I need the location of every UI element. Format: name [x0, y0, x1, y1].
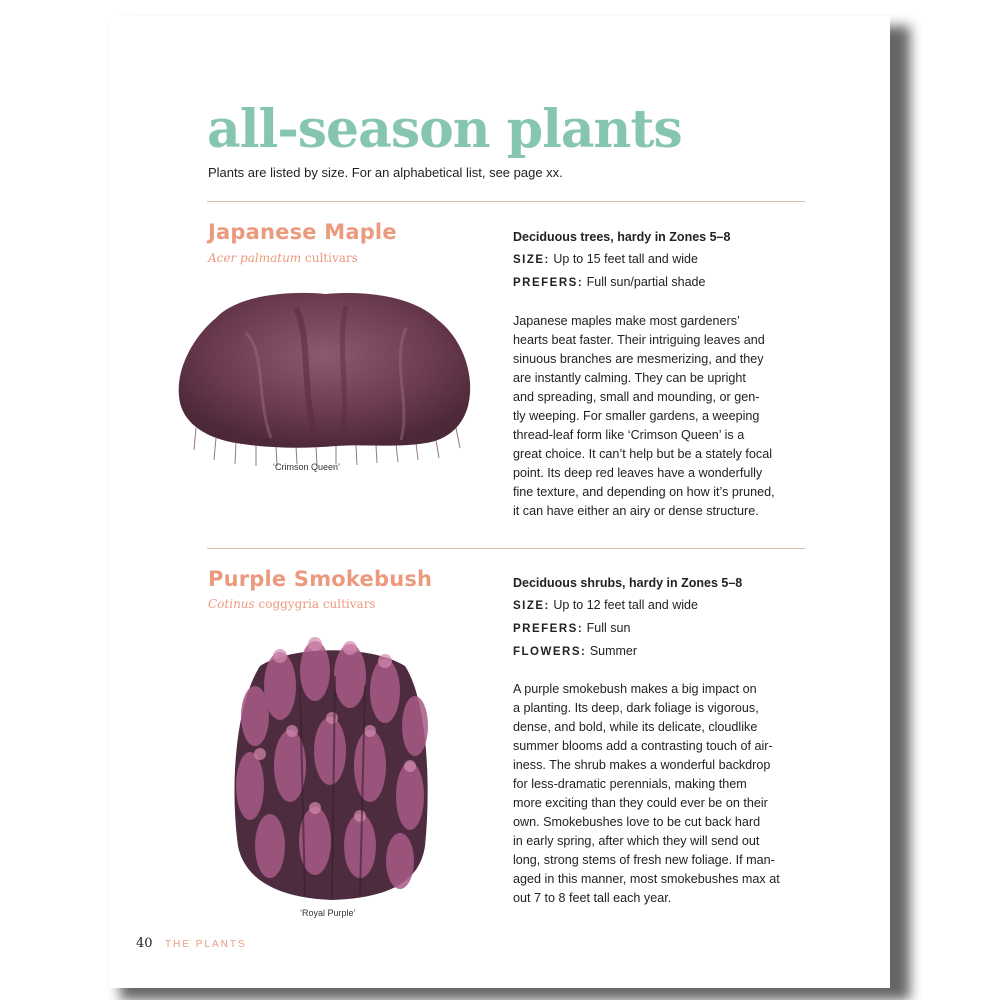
caption-crimson-queen: ‘Crimson Queen’ — [273, 462, 341, 472]
fact-key: SIZE: — [513, 254, 550, 266]
fact-prefers — [513, 617, 803, 640]
fact-value: Up to 15 feet tall and wide — [553, 252, 698, 266]
plant-category: Deciduous shrubs, hardy in Zones 5–8 — [513, 576, 743, 590]
latin-genus: Cotinus — [208, 597, 255, 611]
latin-genus: Acer palmatum — [208, 251, 302, 265]
caption-royal-purple: ‘Royal Purple’ — [300, 908, 356, 918]
body-line: hearts beat faster. Their intriguing leaves and — [513, 333, 765, 347]
body-line: fine texture, and depending on how it’s pruned, — [513, 485, 775, 499]
page-subtitle: Plants are listed by size. For an alphabetical list, see page xx. — [208, 165, 563, 180]
body-line: point. Its deep red leaves have a wonderfully — [513, 466, 763, 480]
body-line: for less-dramatic perennials, making them — [513, 777, 747, 791]
body-line: iness. The shrub makes a wonderful backdrop — [513, 758, 771, 772]
body-line: a planting. Its deep, dark foliage is vigorous, — [513, 701, 759, 715]
fact-key: FLOWERS: — [513, 646, 587, 658]
fact-size — [513, 248, 803, 271]
divider-top — [207, 201, 805, 202]
body-line: Japanese maples make most gardeners’ — [513, 314, 740, 328]
body-line: long, strong stems of fresh new foliage. If man- — [513, 853, 775, 867]
body-line: A purple smokebush makes a big impact on — [513, 682, 757, 696]
plant-description-purple-smokebush — [513, 680, 808, 908]
body-line: summer blooms add a contrasting touch of air- — [513, 739, 773, 753]
fact-value: Up to 12 feet tall and wide — [553, 598, 698, 612]
fact-key: PREFERS: — [513, 277, 584, 289]
fact-value: Summer — [589, 644, 638, 658]
plant-category: Deciduous trees, hardy in Zones 5–8 — [513, 230, 731, 244]
plant-name-purple-smokebush: Purple Smokebush — [208, 567, 433, 591]
body-line: dense, and bold, while its delicate, cloudlike — [513, 720, 758, 734]
latin-rest: coggygria cultivars — [254, 597, 376, 611]
page-number: 40 — [136, 936, 153, 951]
plant-name-japanese-maple: Japanese Maple — [208, 220, 397, 244]
page-title: all-season plants — [207, 99, 682, 160]
fact-key: SIZE: — [513, 600, 550, 612]
latin-rest: cultivars — [301, 251, 358, 265]
fact-key: PREFERS: — [513, 623, 584, 635]
body-line: are instantly calming. They can be upright — [513, 371, 746, 385]
japanese-maple-illustration — [176, 278, 476, 468]
fact-value: Full sun/partial shade — [586, 275, 706, 289]
body-line: tly weeping. For smaller gardens, a weeping — [513, 409, 760, 423]
fact-flowers — [513, 640, 803, 663]
section-name: THE PLANTS — [165, 939, 247, 950]
body-line: own. Smokebushes love to be cut back hard — [513, 815, 761, 829]
fact-prefers — [513, 271, 803, 294]
body-line: aged in this manner, most smokebushes max at — [513, 872, 780, 886]
page-footer — [136, 934, 247, 952]
plant-latin-purple-smokebush — [208, 597, 376, 611]
fact-value: Full sun — [586, 621, 631, 635]
body-line: in early spring, after which they will send out — [513, 834, 760, 848]
body-line: it can have either an airy or dense structure. — [513, 504, 759, 518]
body-line: thread-leaf form like ‘Crimson Queen’ is a — [513, 428, 745, 442]
body-line: sinuous branches are mesmerizing, and they — [513, 352, 764, 366]
body-line: great choice. It can’t help but be a stately focal — [513, 447, 773, 461]
divider-middle — [207, 548, 805, 549]
plant-facts-japanese-maple — [513, 226, 803, 294]
body-line: out 7 to 8 feet tall each year. — [513, 891, 672, 905]
book-page — [110, 16, 890, 988]
plant-latin-japanese-maple — [208, 251, 358, 265]
body-line: and spreading, small and mounding, or gen- — [513, 390, 760, 404]
purple-smokebush-illustration — [220, 626, 445, 906]
body-line: more exciting than they could ever be on their — [513, 796, 768, 810]
fact-size — [513, 594, 803, 617]
plant-description-japanese-maple — [513, 312, 808, 521]
plant-facts-purple-smokebush — [513, 572, 803, 663]
